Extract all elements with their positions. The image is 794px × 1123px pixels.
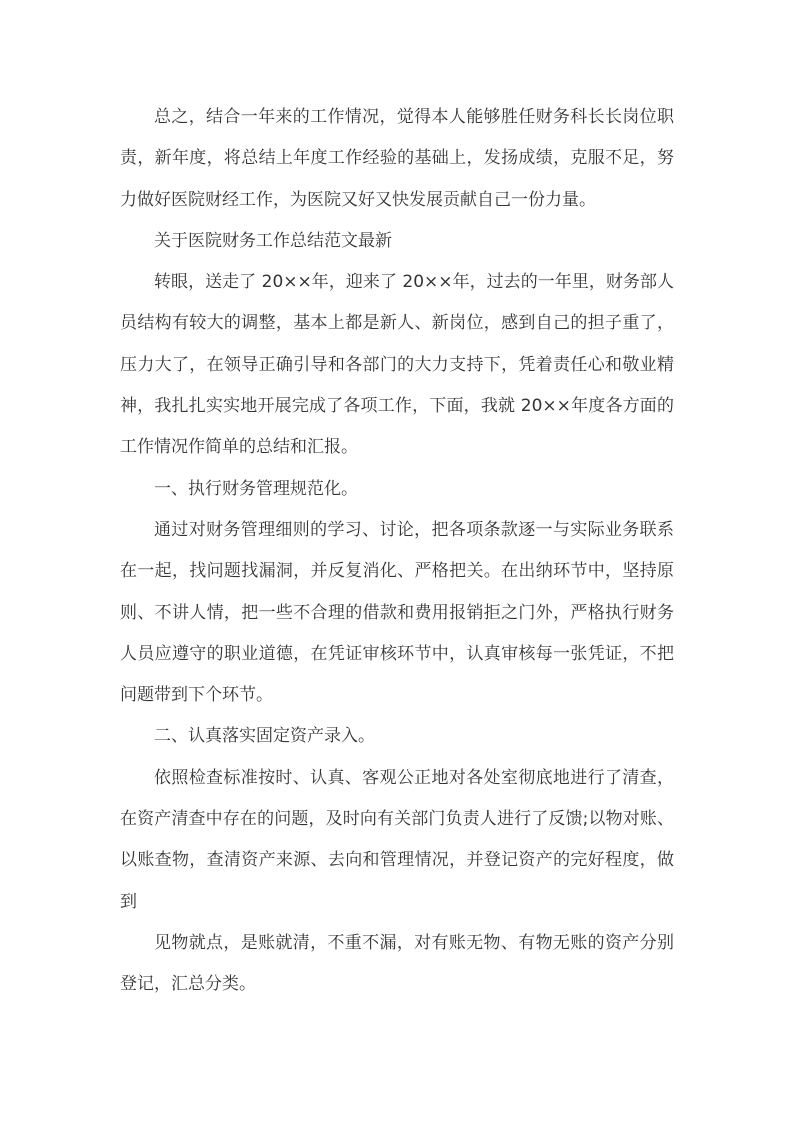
paragraph-intro: 转眼，送走了 20××年，迎来了 20××年，过去的一年里，财务部人员结构有较大的调整，基本上都是新人、新岗位，感到自己的担子重了，压力大了，在领导正确引导和各部门的大力支持下，凭着责任心和敬业精神，我扎扎实实地开展完成了各项工作，下面，我就 20××年度各方面的工作情况作简单的总结和汇报。: [120, 272, 674, 458]
paragraph-conclusion: 总之，结合一年来的工作情况，觉得本人能够胜任财务科长长岗位职责，新年度，将总结上年度工作经验的基础上，发扬成绩，克服不足，努力做好医院财经工作，为医院又好又快发展贡献自己一份力量。: [120, 107, 674, 210]
heading-two: 二、认真落实固定资产录入。: [154, 726, 375, 747]
paragraph-two: 依照检查标准按时、认真、客观公正地对各处室彻底地进行了清查，在资产清查中存在的问题，及时向有关部门负责人进行了反馈;以物对账、以账查物，查清资产来源、去向和管理情况，并登记资产的完好程度，做到: [120, 767, 674, 912]
section-title: 关于医院财务工作总结范文最新: [154, 230, 392, 251]
document-body: [120, 97, 674, 1006]
heading-one: 一、执行财务管理规范化。: [154, 478, 358, 499]
paragraph-one: 通过对财务管理细则的学习、讨论，把各项条款逐一与实际业务联系在一起，找问题找漏洞，并反复消化、严格把关。在出纳环节中，坚持原则、不讲人情，把一些不合理的借款和费用报销拒之门外，严格执行财务人员应遵守的职业道德，在凭证审核环节中，认真审核每一张凭证，不把问题带到下个环节。: [120, 519, 674, 706]
paragraph-three: 见物就点，是账就清，不重不漏，对有账无物、有物无账的资产分别登记，汇总分类。: [120, 932, 674, 995]
